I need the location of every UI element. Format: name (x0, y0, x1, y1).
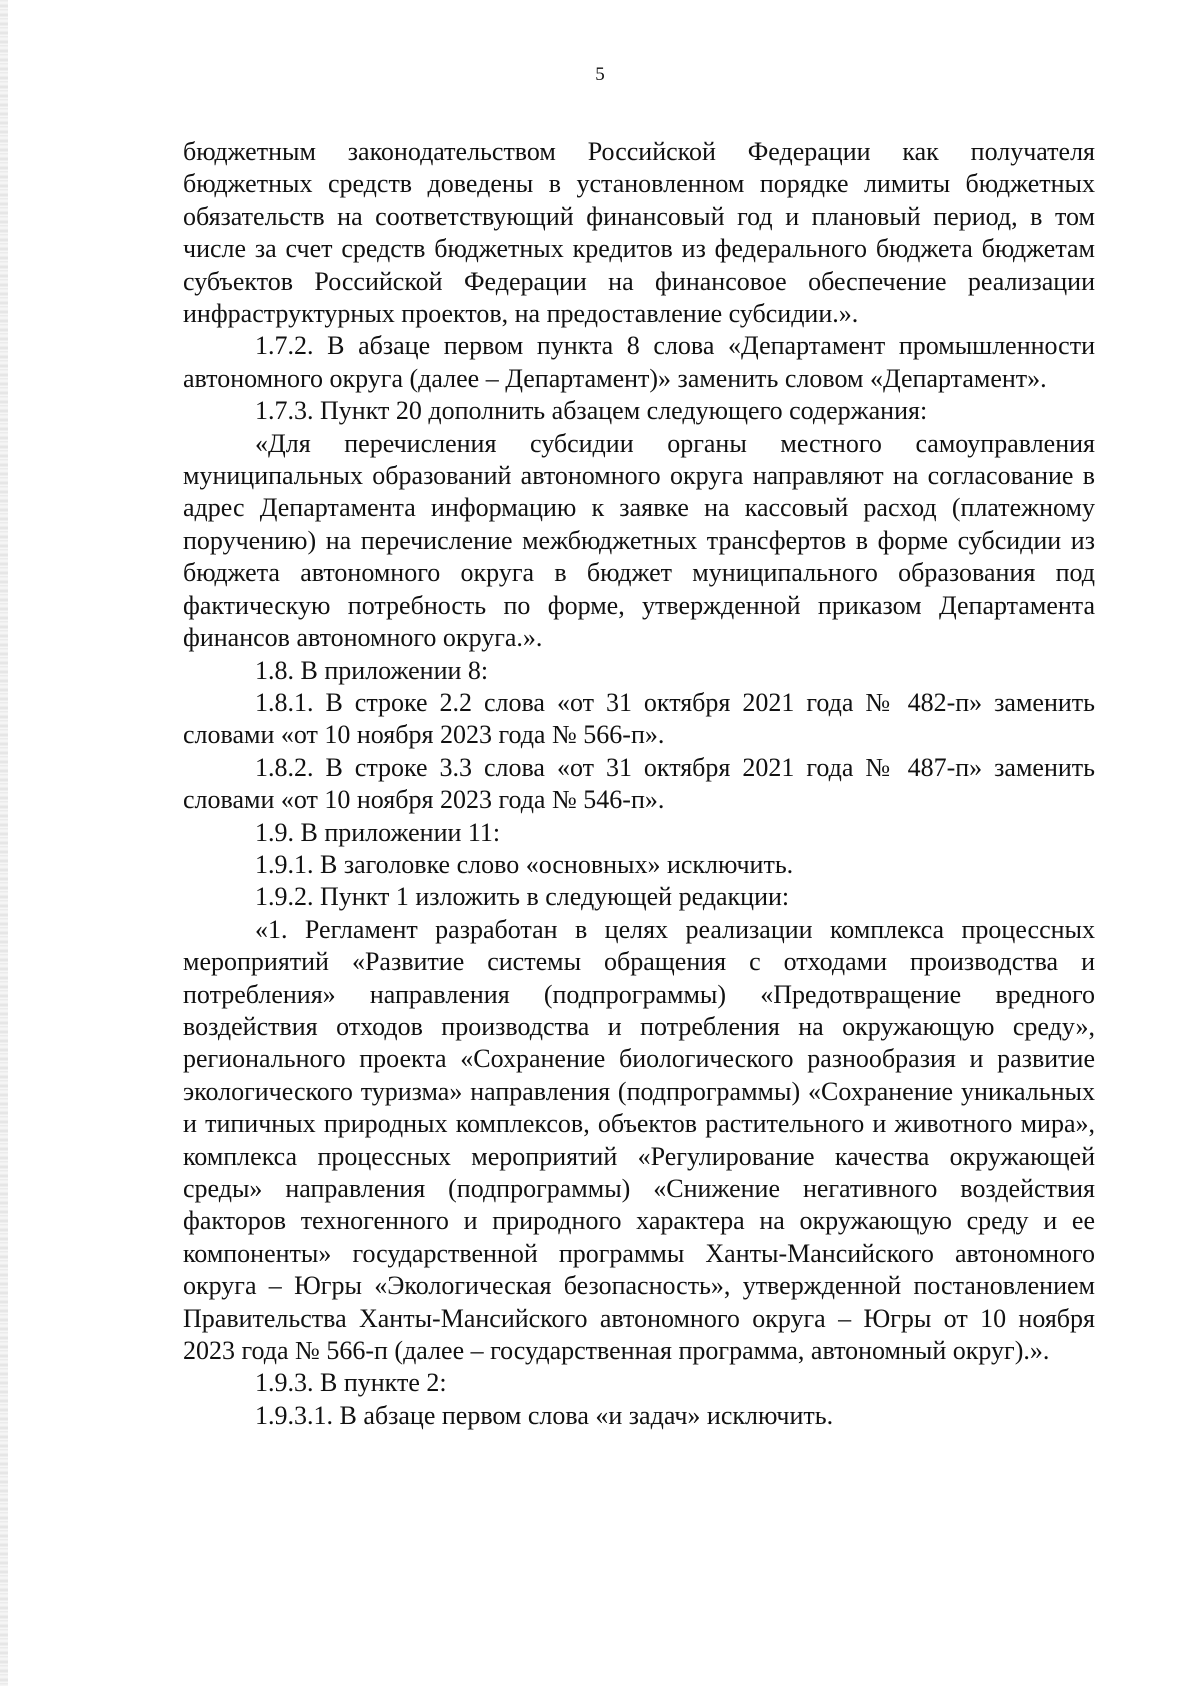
paragraph-1-9-2: 1.9.2. Пункт 1 изложить в следующей редакции: (255, 882, 790, 912)
paragraph-1-7-2: 1.7.2. В абзаце первом пункта 8 слова «Департамент промышленности автономного округа (далее – Департамент)» заменить словом «Департамент». (183, 331, 1095, 393)
scan-edge-artifact (0, 0, 8, 1686)
paragraph-1-8-1: 1.8.1. В строке 2.2 слова «от 31 октября 2021 года № 482-п» заменить словами «от 10 ноября 2023 года № 566-п». (183, 687, 1095, 750)
document-body (183, 136, 1095, 1432)
paragraph-1-7-3: 1.7.3. Пункт 20 дополнить абзацем следующего содержания: (255, 396, 928, 426)
paragraph-1-9: 1.9. В приложении 11: (255, 817, 501, 847)
paragraph-1-8: 1.8. В приложении 8: (255, 655, 489, 685)
paragraph-quote-regulation: «1. Регламент разработан в целях реализации комплекса процессных мероприятий «Развитие системы обращения с отходами производства и потребления» направления (подпрограммы) «Предотвращение вредного воздействия отходов производства и потребления на окружающую среду», регионального проекта «Сохранение биологического разнообразия и развитие экологического туризма» направления (подпрограммы) «Сохранение уникальных и типичных природных комплексов, объектов растительного и животного мира», комплекса процессных мероприятий «Регулирование качества окружающей среды» направления (подпрограммы) «Снижение негативного воздействия факторов техногенного и природного характера на окружающую среду и ее компоненты» государственной программы Ханты-Мансийского автономного округа – Югры «Экологическая безопасность», утвержденной постановлением Правительства Ханты-Мансийского автономного округа – Югры от 10 ноября 2023 года № 566-п (далее – государственная программа, автономный округ).». (183, 914, 1095, 1366)
paragraph-1-8-2: 1.8.2. В строке 3.3 слова «от 31 октября 2021 года № 487-п» заменить словами «от 10 ноября 2023 года № 546-п». (183, 752, 1095, 815)
page-number: 5 (595, 64, 605, 85)
paragraph-1-9-3: 1.9.3. В пункте 2: (255, 1368, 447, 1398)
paragraph-1-9-3-1: 1.9.3.1. В абзаце первом слова «и задач» исключить. (255, 1400, 834, 1430)
paragraph-continuation: бюджетным законодательством Российской Федерации как получателя бюджетных средств доведены в установленном порядке лимиты бюджетных обязательств на соответствующий финансовый год и плановый период, в том числе за счет средств бюджетных кредитов из федерального бюджета бюджетам субъектов Российской Федерации на финансовое обеспечение реализации инфраструктурных проектов, на предоставление субсидии.». (183, 137, 1095, 329)
paragraph-1-9-1: 1.9.1. В заголовке слово «основных» исключить. (255, 849, 794, 879)
paragraph-quote-subsidy-transfer: «Для перечисления субсидии органы местного самоуправления муниципальных образований автономного округа направляют на согласование в адрес Департамента информацию к заявке на кассовый расход (платежному поручению) на перечисление межбюджетных трансфертов в форме субсидии из бюджета автономного округа в бюджет муниципального образования под фактическую потребность по форме, утвержденной приказом Департамента финансов автономного округа.». (183, 428, 1095, 653)
